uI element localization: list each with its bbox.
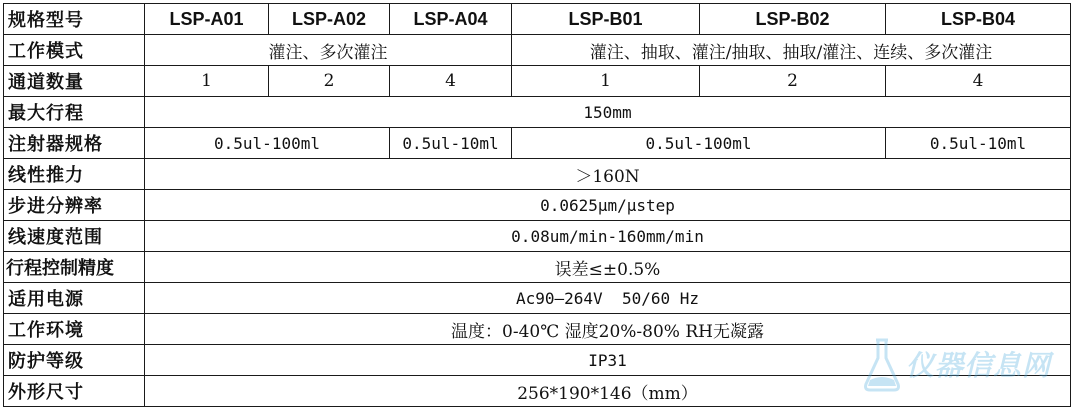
accuracy-value: 误差≤±0.5% <box>145 252 1071 283</box>
power-value: Ac90—264V 50/60 Hz <box>145 283 1071 314</box>
mode-b-series: 灌注、抽取、灌注/抽取、抽取/灌注、连续、多次灌注 <box>512 35 1071 66</box>
model-lsp-b02: LSP-B02 <box>700 4 886 35</box>
row-model <box>4 4 1071 35</box>
channels-b01: 1 <box>512 66 700 97</box>
row-speed <box>4 221 1071 252</box>
row-environment <box>4 314 1071 345</box>
row-label-model: 规格型号 <box>4 4 145 35</box>
model-lsp-a01: LSP-A01 <box>145 4 269 35</box>
row-label-environment: 工作环境 <box>4 314 145 345</box>
row-force <box>4 159 1071 190</box>
row-label-accuracy: 行程控制精度 <box>4 252 145 283</box>
syringe-a04: 0.5ul-10ml <box>390 128 512 159</box>
row-label-force: 线性推力 <box>4 159 145 190</box>
model-lsp-a04: LSP-A04 <box>390 4 512 35</box>
watermark-brand: 仪器信息网 <box>906 349 1052 382</box>
row-label-resolution: 步进分辨率 <box>4 190 145 221</box>
row-label-protection: 防护等级 <box>4 345 145 376</box>
syringe-a01-a02: 0.5ul-100ml <box>145 128 390 159</box>
resolution-value: 0.0625μm/μstep <box>145 190 1071 221</box>
row-stroke <box>4 97 1071 128</box>
row-label-mode: 工作模式 <box>4 35 145 66</box>
row-protection <box>4 345 1071 376</box>
model-lsp-a02: LSP-A02 <box>269 4 390 35</box>
environment-value: 温度：0-40℃ 湿度20%-80% RH无凝露 <box>145 314 1071 345</box>
specification-table <box>3 3 1071 407</box>
row-dimensions <box>4 376 1071 407</box>
row-mode <box>4 35 1071 66</box>
channels-b02: 2 <box>700 66 886 97</box>
row-syringe <box>4 128 1071 159</box>
speed-value: 0.08um/min-160mm/min <box>145 221 1071 252</box>
channels-a02: 2 <box>269 66 390 97</box>
row-label-channels: 通道数量 <box>4 66 145 97</box>
model-lsp-b04: LSP-B04 <box>886 4 1071 35</box>
row-label-syringe: 注射器规格 <box>4 128 145 159</box>
channels-a04: 4 <box>390 66 512 97</box>
channels-b04: 4 <box>886 66 1071 97</box>
row-label-stroke: 最大行程 <box>4 97 145 128</box>
row-channels <box>4 66 1071 97</box>
protection-value: IP31 <box>145 345 1071 376</box>
row-resolution <box>4 190 1071 221</box>
stroke-value: 150mm <box>145 97 1071 128</box>
dimensions-value: 256*190*146（mm） <box>145 376 1071 407</box>
row-label-power: 适用电源 <box>4 283 145 314</box>
syringe-b01-b02: 0.5ul-100ml <box>512 128 886 159</box>
row-label-dimensions: 外形尺寸 <box>4 376 145 407</box>
row-accuracy <box>4 252 1071 283</box>
mode-a-series: 灌注、多次灌注 <box>145 35 512 66</box>
model-lsp-b01: LSP-B01 <box>512 4 700 35</box>
force-value: ＞160N <box>145 159 1071 190</box>
row-power <box>4 283 1071 314</box>
syringe-b04: 0.5ul-10ml <box>886 128 1071 159</box>
row-label-speed: 线速度范围 <box>4 221 145 252</box>
channels-a01: 1 <box>145 66 269 97</box>
